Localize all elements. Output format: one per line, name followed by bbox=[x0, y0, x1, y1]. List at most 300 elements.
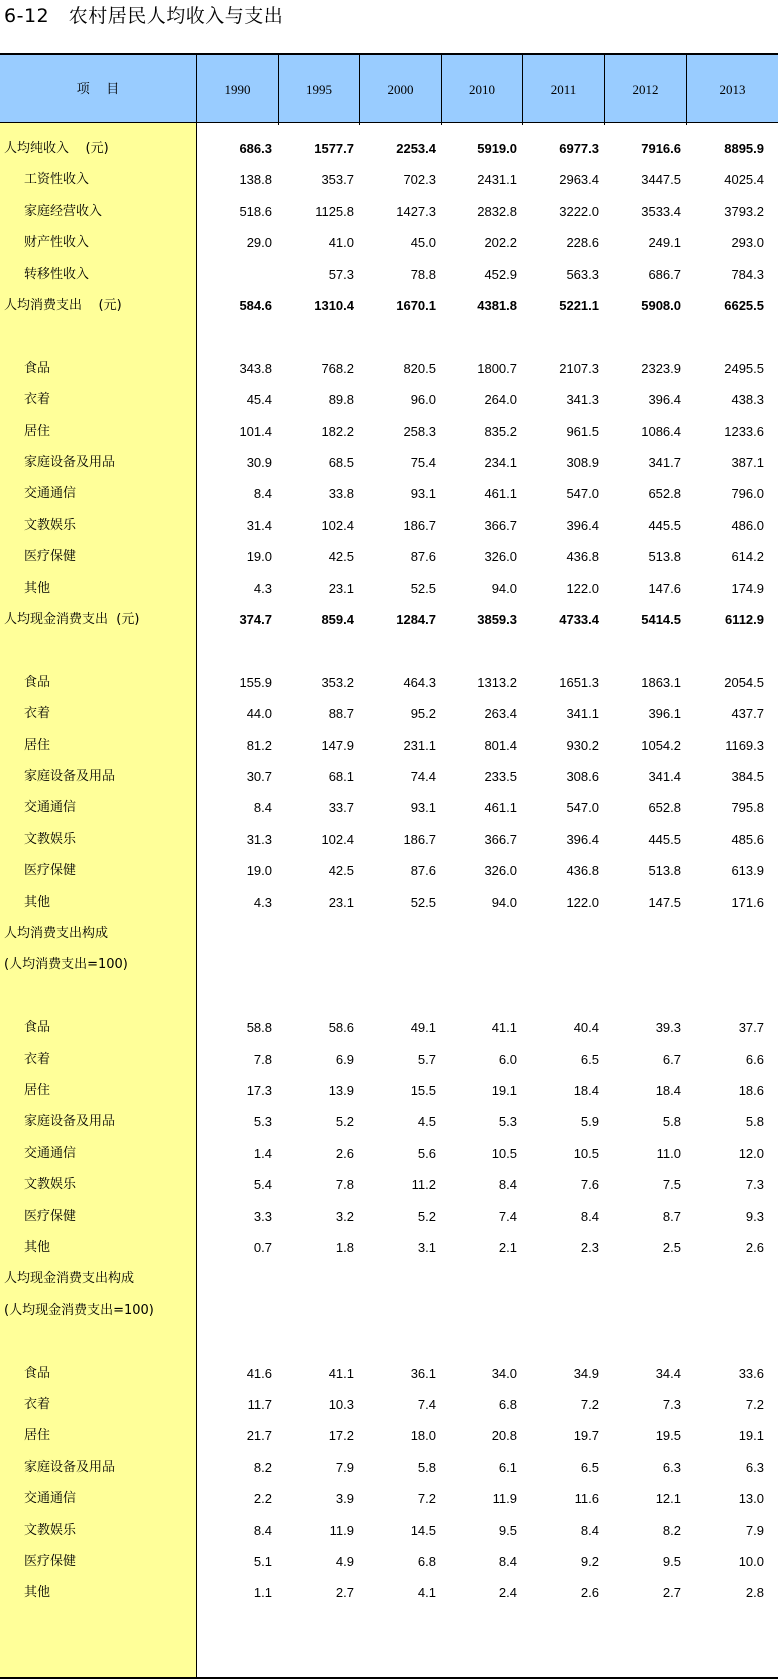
table-cell-2013: 613.9 bbox=[731, 863, 764, 879]
table-cell-1995: 6.9 bbox=[335, 1051, 354, 1067]
table-cell-1990: 30.7 bbox=[246, 769, 272, 784]
table-cell-2013: 6.6 bbox=[745, 1051, 764, 1067]
table-cell-2012: 445.5 bbox=[648, 517, 681, 533]
table-cell-1990: 30.9 bbox=[246, 455, 272, 470]
table-cell-2000: 4.5 bbox=[417, 1114, 436, 1130]
table-cell-2011: 341.1 bbox=[566, 706, 599, 722]
row-label: 文教娱乐 bbox=[24, 517, 77, 533]
table-cell-2010: 34.0 bbox=[491, 1365, 517, 1381]
table-cell-2000: 6.8 bbox=[417, 1554, 436, 1569]
table-cell-2011: 563.3 bbox=[566, 266, 599, 282]
table-cell-2000: 702.3 bbox=[403, 172, 436, 188]
table-cell-1990: 31.3 bbox=[246, 831, 272, 847]
row-label: 其他 bbox=[24, 1240, 51, 1255]
table-cell-2010: 366.7 bbox=[484, 517, 517, 533]
table-cell-2011: 8.4 bbox=[580, 1522, 599, 1538]
table-row bbox=[0, 1483, 778, 1515]
table-cell-2010: 326.0 bbox=[484, 863, 517, 879]
table-cell-2013: 10.0 bbox=[738, 1554, 764, 1569]
table-row bbox=[0, 384, 778, 416]
row-label: 文教娱乐 bbox=[24, 1522, 77, 1538]
table-row bbox=[0, 1232, 778, 1264]
table-cell-1995: 57.3 bbox=[328, 266, 354, 282]
table-cell-2010: 5.3 bbox=[498, 1114, 517, 1130]
table-cell-2000: 1284.7 bbox=[396, 612, 436, 627]
table-cell-1995: 353.2 bbox=[321, 674, 354, 690]
table-cell-2011: 396.4 bbox=[566, 517, 599, 533]
table-row bbox=[0, 1295, 778, 1327]
table-cell-1990: 11.7 bbox=[247, 1397, 272, 1412]
table-cell-2013: 6625.5 bbox=[724, 298, 764, 313]
table-cell-2011: 4733.4 bbox=[559, 612, 599, 627]
row-label: 转移性收入 bbox=[24, 266, 90, 282]
table-cell-2011: 7.6 bbox=[580, 1177, 599, 1193]
table-row bbox=[0, 1012, 778, 1044]
table-cell-1990: 29.0 bbox=[246, 235, 272, 251]
row-label: 家庭经营收入 bbox=[24, 203, 103, 219]
table-cell-2010: 8.4 bbox=[498, 1177, 517, 1193]
statistics-table bbox=[0, 53, 778, 1679]
table-cell-1995: 11.9 bbox=[329, 1522, 354, 1538]
table-cell-2013: 13.0 bbox=[738, 1491, 764, 1507]
table-cell-1995: 147.9 bbox=[321, 737, 354, 753]
row-label: 文教娱乐 bbox=[24, 1177, 77, 1193]
table-cell-2012: 39.3 bbox=[655, 1020, 681, 1036]
table-cell-2011: 5221.1 bbox=[559, 298, 599, 313]
table-cell-1990: 8.4 bbox=[253, 800, 272, 816]
table-cell-2000: 3.1 bbox=[417, 1240, 436, 1255]
table-row bbox=[0, 1075, 778, 1107]
table-cell-1995: 41.0 bbox=[328, 235, 354, 251]
table-cell-2013: 4025.4 bbox=[724, 172, 764, 188]
table-cell-2010: 2431.1 bbox=[477, 172, 517, 188]
table-cell-2000: 52.5 bbox=[410, 580, 436, 596]
row-label: 食品 bbox=[24, 360, 51, 376]
row-label: 人均消费支出构成 bbox=[4, 926, 109, 941]
table-cell-2013: 12.0 bbox=[738, 1145, 764, 1161]
table-row bbox=[0, 1577, 778, 1609]
table-cell-2000: 49.1 bbox=[410, 1020, 436, 1036]
table-cell-2012: 2.7 bbox=[662, 1585, 681, 1601]
table-cell-2010: 6.8 bbox=[498, 1397, 517, 1412]
row-label: 食品 bbox=[24, 1365, 51, 1381]
table-cell-1995: 88.7 bbox=[328, 706, 354, 722]
table-cell-1990: 58.8 bbox=[246, 1020, 272, 1036]
row-label: 医疗保健 bbox=[24, 549, 77, 565]
table-cell-1990: 686.3 bbox=[239, 141, 272, 156]
table-cell-2013: 1233.6 bbox=[724, 423, 764, 439]
table-cell-2011: 308.9 bbox=[566, 455, 599, 470]
table-cell-2011: 11.6 bbox=[574, 1491, 599, 1507]
table-row bbox=[0, 573, 778, 605]
table-cell-2012: 18.4 bbox=[655, 1083, 681, 1098]
table-cell-2013: 18.6 bbox=[738, 1083, 764, 1098]
table-cell-2012: 6.7 bbox=[662, 1051, 681, 1067]
table-cell-2011: 2.3 bbox=[580, 1240, 599, 1255]
table-row bbox=[0, 1106, 778, 1138]
table-cell-2000: 93.1 bbox=[410, 486, 436, 502]
table-cell-2012: 7.5 bbox=[662, 1177, 681, 1193]
table-cell-2010: 366.7 bbox=[484, 831, 517, 847]
table-cell-2013: 2054.5 bbox=[724, 674, 764, 690]
table-row bbox=[0, 290, 778, 322]
table-cell-1995: 102.4 bbox=[321, 831, 354, 847]
table-row bbox=[0, 887, 778, 919]
table-cell-2000: 186.7 bbox=[403, 831, 436, 847]
table-cell-2012: 5908.0 bbox=[641, 298, 681, 313]
table-cell-2010: 19.1 bbox=[491, 1083, 517, 1098]
table-cell-2010: 3859.3 bbox=[477, 612, 517, 627]
table-cell-1995: 3.9 bbox=[335, 1491, 354, 1507]
table-cell-2011: 8.4 bbox=[580, 1208, 599, 1224]
table-cell-1995: 58.6 bbox=[328, 1020, 354, 1036]
table-cell-1995: 3.2 bbox=[335, 1208, 354, 1224]
table-cell-1990: 374.7 bbox=[239, 612, 272, 627]
table-cell-2000: 5.8 bbox=[417, 1459, 436, 1475]
table-cell-2000: 75.4 bbox=[410, 455, 436, 470]
table-cell-2010: 94.0 bbox=[491, 580, 517, 596]
table-cell-2013: 7.3 bbox=[745, 1177, 764, 1193]
table-cell-1995: 2.7 bbox=[335, 1585, 354, 1601]
table-row bbox=[0, 855, 778, 887]
table-cell-2011: 7.2 bbox=[580, 1397, 599, 1412]
header-year-1990: 1990 bbox=[224, 82, 251, 97]
table-cell-2013: 438.3 bbox=[731, 392, 764, 408]
table-cell-2010: 2832.8 bbox=[477, 203, 517, 219]
table-cell-2012: 3447.5 bbox=[641, 172, 681, 188]
header-year-2010: 2010 bbox=[469, 82, 495, 97]
row-label: 其他 bbox=[24, 894, 51, 910]
table-cell-2013: 614.2 bbox=[731, 549, 764, 565]
row-label: 其他 bbox=[24, 580, 51, 596]
table-cell-2012: 8.7 bbox=[662, 1208, 681, 1224]
table-cell-2000: 7.2 bbox=[417, 1491, 436, 1507]
table-cell-2012: 1086.4 bbox=[641, 423, 681, 439]
table-cell-1990: 138.8 bbox=[239, 172, 272, 188]
table-cell-2010: 5919.0 bbox=[477, 141, 517, 156]
row-label: (人均消费支出=100) bbox=[4, 957, 128, 973]
table-cell-2011: 3222.0 bbox=[559, 203, 599, 219]
row-label: 交通通信 bbox=[24, 1491, 77, 1507]
table-cell-1990: 101.4 bbox=[239, 423, 272, 439]
table-cell-2010: 20.8 bbox=[491, 1428, 517, 1444]
row-label: 食品 bbox=[24, 674, 51, 690]
table-cell-2010: 6.0 bbox=[498, 1051, 517, 1067]
row-label: 衣着 bbox=[24, 1397, 51, 1412]
table-cell-2011: 18.4 bbox=[573, 1083, 599, 1098]
table-cell-2011: 308.6 bbox=[566, 769, 599, 784]
table-cell-2013: 2.6 bbox=[745, 1240, 764, 1255]
table-row bbox=[0, 227, 778, 259]
table-cell-2013: 5.8 bbox=[745, 1114, 764, 1130]
table-cell-2010: 7.4 bbox=[498, 1208, 517, 1224]
table-row bbox=[0, 1358, 778, 1390]
table-cell-2013: 8895.9 bbox=[724, 141, 764, 156]
table-row bbox=[0, 824, 778, 856]
table-cell-2010: 9.5 bbox=[498, 1522, 517, 1538]
table-row bbox=[0, 1452, 778, 1484]
table-cell-2011: 436.8 bbox=[566, 549, 599, 565]
table-cell-1995: 859.4 bbox=[321, 612, 354, 627]
table-cell-1990: 155.9 bbox=[239, 674, 272, 690]
table-row bbox=[0, 730, 778, 762]
table-row bbox=[0, 792, 778, 824]
row-label: 财产性收入 bbox=[24, 235, 90, 251]
row-label: 医疗保健 bbox=[24, 863, 77, 879]
table-cell-2012: 147.5 bbox=[648, 894, 681, 910]
table-cell-2011: 10.5 bbox=[573, 1145, 599, 1161]
table-cell-1990: 8.4 bbox=[253, 1522, 272, 1538]
table-cell-2013: 2.8 bbox=[745, 1585, 764, 1601]
table-title: 6-12 农村居民人均收入与支出 bbox=[4, 5, 284, 27]
table-cell-1995: 182.2 bbox=[321, 423, 354, 439]
table-row bbox=[0, 1546, 778, 1578]
table-cell-2012: 11.0 bbox=[656, 1145, 681, 1161]
table-cell-2012: 249.1 bbox=[648, 235, 681, 251]
header-year-2011: 2011 bbox=[550, 82, 577, 97]
table-cell-2000: 18.0 bbox=[410, 1428, 436, 1444]
table-cell-2013: 795.8 bbox=[731, 800, 764, 816]
table-cell-1995: 1310.4 bbox=[314, 298, 354, 313]
table-cell-1990: 2.2 bbox=[253, 1491, 272, 1507]
table-cell-2012: 34.4 bbox=[655, 1365, 681, 1381]
table-row bbox=[0, 918, 778, 950]
row-label: 交通通信 bbox=[24, 1145, 77, 1161]
table-cell-2000: 1427.3 bbox=[396, 203, 436, 219]
table-cell-2013: 6112.9 bbox=[724, 612, 764, 627]
table-cell-2011: 930.2 bbox=[566, 737, 599, 753]
table-cell-2013: 6.3 bbox=[745, 1459, 764, 1475]
table-row bbox=[0, 164, 778, 196]
table-cell-2011: 6.5 bbox=[580, 1459, 599, 1475]
table-row bbox=[0, 1201, 778, 1233]
table-cell-2012: 396.1 bbox=[648, 706, 681, 722]
table-cell-2012: 19.5 bbox=[655, 1428, 681, 1444]
table-row bbox=[0, 698, 778, 730]
table-cell-1990: 44.0 bbox=[246, 706, 272, 722]
table-row bbox=[0, 416, 778, 448]
table-cell-1990: 3.3 bbox=[253, 1208, 272, 1224]
table-cell-2013: 1169.3 bbox=[725, 737, 764, 753]
table-cell-2013: 293.0 bbox=[731, 235, 764, 251]
table-cell-2000: 52.5 bbox=[410, 894, 436, 910]
table-cell-1995: 7.8 bbox=[335, 1177, 354, 1193]
table-cell-2011: 40.4 bbox=[573, 1020, 599, 1036]
table-cell-2013: 9.3 bbox=[745, 1208, 764, 1224]
table-cell-2010: 801.4 bbox=[484, 737, 517, 753]
row-label: 食品 bbox=[24, 1020, 51, 1036]
table-row bbox=[0, 196, 778, 228]
table-cell-2012: 341.7 bbox=[648, 455, 681, 470]
row-label: 衣着 bbox=[24, 706, 51, 722]
table-cell-1995: 42.5 bbox=[328, 863, 354, 879]
table-cell-2010: 1313.2 bbox=[477, 674, 517, 690]
table-row bbox=[0, 1389, 778, 1421]
table-cell-2010: 4381.8 bbox=[477, 298, 517, 313]
table-cell-2013: 33.6 bbox=[738, 1365, 764, 1381]
table-cell-2000: 95.2 bbox=[410, 706, 436, 722]
table-cell-2010: 264.0 bbox=[484, 392, 517, 408]
table-cell-1995: 7.9 bbox=[335, 1459, 354, 1475]
table-cell-1990: 584.6 bbox=[239, 298, 272, 313]
table-cell-2010: 1800.7 bbox=[477, 360, 517, 376]
table-cell-1995: 68.1 bbox=[328, 769, 354, 784]
table-cell-2010: 835.2 bbox=[484, 423, 517, 439]
table-cell-2011: 961.5 bbox=[566, 423, 599, 439]
table-row bbox=[0, 1169, 778, 1201]
table-cell-1990: 8.2 bbox=[253, 1459, 272, 1475]
row-label: 医疗保健 bbox=[24, 1208, 77, 1224]
row-label: 居住 bbox=[24, 1083, 51, 1098]
table-cell-1990: 5.1 bbox=[253, 1554, 272, 1569]
table-cell-1995: 1125.8 bbox=[315, 203, 354, 219]
table-cell-2000: 464.3 bbox=[403, 674, 436, 690]
table-cell-2011: 2963.4 bbox=[559, 172, 599, 188]
header-year-1995: 1995 bbox=[306, 82, 332, 97]
row-label: 衣着 bbox=[24, 1051, 51, 1067]
table-cell-2012: 341.4 bbox=[648, 769, 681, 784]
table-cell-1990: 5.3 bbox=[253, 1114, 272, 1130]
table-cell-2011: 19.7 bbox=[573, 1428, 599, 1444]
table-cell-2013: 7.9 bbox=[745, 1522, 764, 1538]
table-cell-2013: 485.6 bbox=[731, 831, 764, 847]
table-cell-2000: 11.2 bbox=[411, 1177, 436, 1193]
table-cell-2012: 9.5 bbox=[662, 1554, 681, 1569]
table-cell-2011: 122.0 bbox=[566, 580, 599, 596]
table-cell-2011: 1651.3 bbox=[559, 674, 599, 690]
table-cell-2000: 36.1 bbox=[410, 1365, 436, 1381]
table-cell-2000: 7.4 bbox=[417, 1397, 436, 1412]
table-row bbox=[0, 259, 778, 291]
table-cell-2011: 122.0 bbox=[566, 894, 599, 910]
table-cell-1990: 518.6 bbox=[239, 203, 272, 219]
table-cell-1995: 768.2 bbox=[321, 360, 354, 376]
table-cell-1995: 17.2 bbox=[328, 1428, 354, 1444]
header-year-2000: 2000 bbox=[387, 82, 414, 97]
table-cell-2010: 2.1 bbox=[498, 1240, 517, 1255]
row-label: 交通通信 bbox=[24, 486, 77, 502]
row-label: 人均现金消费支出构成 bbox=[4, 1271, 135, 1287]
table-cell-1990: 17.3 bbox=[246, 1083, 272, 1098]
table-cell-2012: 445.5 bbox=[648, 831, 681, 847]
table-cell-2011: 396.4 bbox=[566, 831, 599, 847]
table-cell-2010: 461.1 bbox=[484, 486, 517, 502]
table-cell-2013: 486.0 bbox=[731, 517, 764, 533]
table-cell-2013: 387.1 bbox=[731, 455, 764, 470]
table-cell-2010: 11.9 bbox=[492, 1491, 517, 1507]
table-cell-1995: 89.8 bbox=[328, 392, 354, 408]
table-cell-2000: 5.6 bbox=[417, 1145, 436, 1161]
table-cell-2012: 6.3 bbox=[662, 1459, 681, 1475]
table-cell-2013: 796.0 bbox=[731, 486, 764, 502]
table-cell-1995: 33.7 bbox=[328, 800, 354, 816]
table-cell-2000: 820.5 bbox=[403, 360, 436, 376]
table-cell-1990: 19.0 bbox=[246, 549, 272, 565]
table-cell-2010: 326.0 bbox=[484, 549, 517, 565]
table-cell-1990: 81.2 bbox=[246, 737, 272, 753]
table-cell-2000: 5.2 bbox=[417, 1208, 436, 1224]
header-year-2013: 2013 bbox=[719, 82, 746, 97]
row-label: 居住 bbox=[24, 737, 51, 753]
table-cell-2010: 8.4 bbox=[498, 1554, 517, 1569]
table-cell-2013: 784.3 bbox=[731, 266, 764, 282]
table-cell-1990: 8.4 bbox=[253, 486, 272, 502]
table-cell-2011: 436.8 bbox=[566, 863, 599, 879]
table-row bbox=[0, 353, 778, 385]
row-label: 居住 bbox=[24, 423, 51, 439]
table-cell-2011: 6977.3 bbox=[559, 141, 599, 156]
table-cell-2000: 14.5 bbox=[410, 1522, 436, 1538]
table-cell-2000: 93.1 bbox=[410, 800, 436, 816]
row-label: 家庭设备及用品 bbox=[24, 455, 116, 470]
table-cell-1995: 1577.7 bbox=[314, 141, 354, 156]
table-cell-1995: 353.7 bbox=[321, 172, 354, 188]
table-cell-2010: 2.4 bbox=[498, 1585, 517, 1601]
table-cell-2010: 6.1 bbox=[498, 1459, 517, 1475]
table-row bbox=[0, 1138, 778, 1170]
table-cell-2010: 41.1 bbox=[491, 1020, 517, 1036]
table-cell-2012: 8.2 bbox=[662, 1522, 681, 1538]
table-row bbox=[0, 761, 778, 793]
table-row bbox=[0, 447, 778, 479]
table-row bbox=[0, 478, 778, 510]
table-cell-2012: 513.8 bbox=[648, 549, 681, 565]
table-cell-2012: 1863.1 bbox=[641, 674, 681, 690]
table-cell-2010: 461.1 bbox=[484, 800, 517, 816]
table-cell-1990: 1.4 bbox=[253, 1145, 272, 1161]
table-cell-2012: 2323.9 bbox=[641, 360, 681, 376]
table-cell-2012: 396.4 bbox=[648, 392, 681, 408]
table-cell-2013: 37.7 bbox=[738, 1020, 764, 1036]
table-cell-2000: 96.0 bbox=[410, 392, 436, 408]
table-cell-2012: 5414.5 bbox=[641, 612, 681, 627]
table-cell-1990: 7.8 bbox=[253, 1051, 272, 1067]
table-cell-2000: 5.7 bbox=[417, 1051, 436, 1067]
row-label: 人均纯收入 (元) bbox=[4, 141, 109, 156]
table-cell-1995: 102.4 bbox=[321, 517, 354, 533]
table-cell-2013: 19.1 bbox=[738, 1428, 764, 1444]
table-cell-2011: 2.6 bbox=[580, 1585, 599, 1601]
table-cell-2011: 9.2 bbox=[580, 1554, 599, 1569]
table-cell-1995: 1.8 bbox=[335, 1240, 354, 1255]
table-cell-2011: 547.0 bbox=[566, 800, 599, 816]
table-cell-2011: 5.9 bbox=[580, 1114, 599, 1130]
table-cell-2013: 7.2 bbox=[745, 1397, 764, 1412]
row-label: 居住 bbox=[24, 1428, 51, 1444]
table-cell-2012: 1054.2 bbox=[641, 737, 681, 753]
table-cell-2000: 186.7 bbox=[403, 517, 436, 533]
table-cell-1990: 41.6 bbox=[246, 1365, 272, 1381]
table-row bbox=[0, 1515, 778, 1547]
table-cell-1995: 33.8 bbox=[328, 486, 354, 502]
table-cell-2011: 228.6 bbox=[566, 235, 599, 251]
table-cell-2000: 87.6 bbox=[410, 549, 436, 565]
table-cell-2000: 87.6 bbox=[410, 863, 436, 879]
table-cell-2011: 6.5 bbox=[580, 1051, 599, 1067]
table-cell-1995: 68.5 bbox=[328, 455, 354, 470]
table-cell-1995: 5.2 bbox=[335, 1114, 354, 1130]
table-cell-2000: 4.1 bbox=[417, 1585, 436, 1601]
row-label: 工资性收入 bbox=[24, 172, 90, 188]
table-cell-2013: 2495.5 bbox=[724, 360, 764, 376]
table-cell-2010: 233.5 bbox=[484, 769, 517, 784]
table-cell-2012: 652.8 bbox=[648, 800, 681, 816]
table-row bbox=[0, 949, 778, 981]
table-cell-1995: 23.1 bbox=[328, 894, 354, 910]
row-label: 医疗保健 bbox=[24, 1554, 77, 1569]
table-cell-2010: 94.0 bbox=[491, 894, 517, 910]
table-cell-2013: 171.6 bbox=[731, 894, 764, 910]
